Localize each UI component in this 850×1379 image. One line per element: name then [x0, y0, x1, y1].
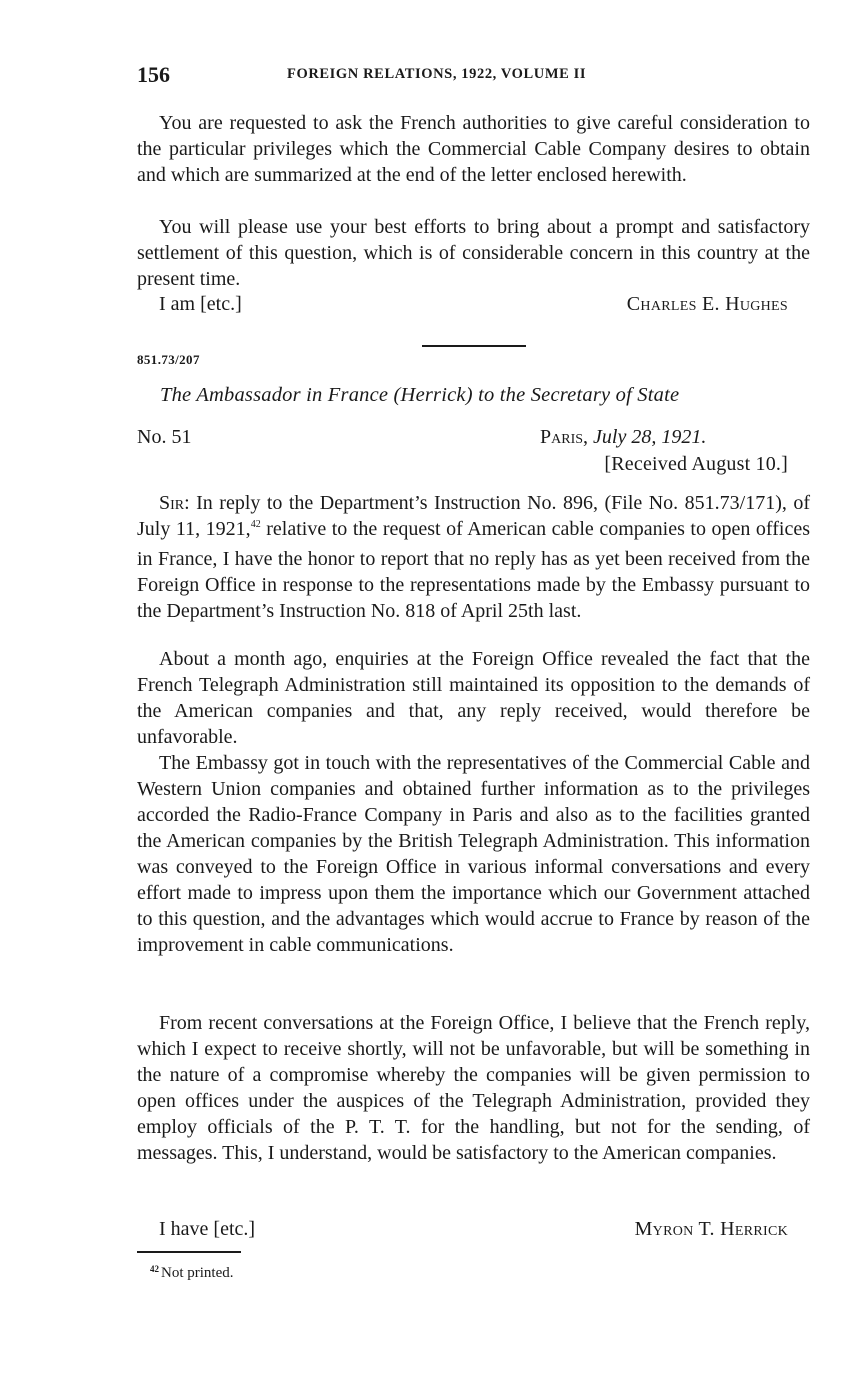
- footnote-mark: 42: [150, 1264, 159, 1274]
- paragraph-1-end: relative to the request of American cable companies to open offices in France, I have the honor to report that no reply has as yet been received from the Foreign Office in response to the representations made by the Embassy pursuant to the Department’s Instruction No. 818 of April 25th last.: [137, 518, 810, 622]
- dateline: [540, 426, 706, 449]
- letter1-paragraph-1: You are requested to ask the French authorities to give careful consideration to the particular privileges which the Commercial Cable Company desires to obtain and which are summarized at the end of the letter enclosed herewith.: [137, 112, 810, 186]
- paragraph-1-start: : In reply to the Department’s Instruction No. 896, (File No. 851.73/171), of July 11, 1921,: [137, 492, 810, 540]
- footnote-rule: [137, 1251, 241, 1253]
- document-title: The Ambassador in France (Herrick) to the Secretary of State: [160, 384, 680, 406]
- page-number: 156: [137, 62, 170, 87]
- document2-paragraph-1: [137, 490, 810, 624]
- document2-signature: Myron T. Herrick: [634, 1218, 788, 1240]
- document2-paragraph-4: From recent conversations at the Foreign Office, I believe that the French reply, which I expect to receive shortly, will not be unfavorable, but will be something in the nature of a compromise whereby the companies will be given permission to open offices under the auspices of the Telegraph Administration, provided they employ officials of the P. T. T. for the handling, but not for the sending, of messages. This, I understand, would be satisfactory to the American companies.: [137, 1012, 810, 1164]
- received-date: [Received August 10.]: [604, 453, 788, 475]
- footnote-reference: 42: [250, 519, 261, 530]
- letter1-paragraph-2: You will please use your best efforts to bring about a prompt and satisfactory settlement of this question, which is of considerable concern in this country at the present time.: [137, 216, 810, 290]
- letter1-signature: Charles E. Hughes: [626, 293, 788, 315]
- document2-closing: I have [etc.]: [159, 1218, 256, 1240]
- page-header: [137, 62, 790, 90]
- document-number: No. 51: [137, 426, 192, 448]
- dateline-date: July 28, 1921.: [593, 426, 707, 448]
- dateline-place: Paris,: [540, 426, 589, 448]
- section-divider: [422, 345, 526, 347]
- footnote-text: Not printed.: [161, 1265, 234, 1281]
- salutation: Sir: [159, 492, 185, 514]
- file-number: 851.73/207: [137, 352, 200, 367]
- letter1-closing: I am [etc.]: [159, 293, 242, 315]
- footnote: [150, 1265, 234, 1282]
- document2-paragraph-2: About a month ago, enquiries at the Foreign Office revealed the fact that the French Telegraph Administration still maintained its opposition to the demands of the American companies and that, any reply received, would therefore be unfavorable.: [137, 648, 810, 748]
- running-title: FOREIGN RELATIONS, 1922, VOLUME II: [287, 66, 587, 82]
- document2-paragraph-3: The Embassy got in touch with the representatives of the Commercial Cable and Western Union companies and obtained further information as to the privileges accorded the Radio-France Company in Paris and also as to the facilities granted the American companies by the British Telegraph Administration. This information was conveyed to the Foreign Office in various informal conversations and every effort made to impress upon them the importance which our Government attached to this question, and the advantages which would accrue to France by reason of the improvement in cable communications.: [137, 752, 810, 956]
